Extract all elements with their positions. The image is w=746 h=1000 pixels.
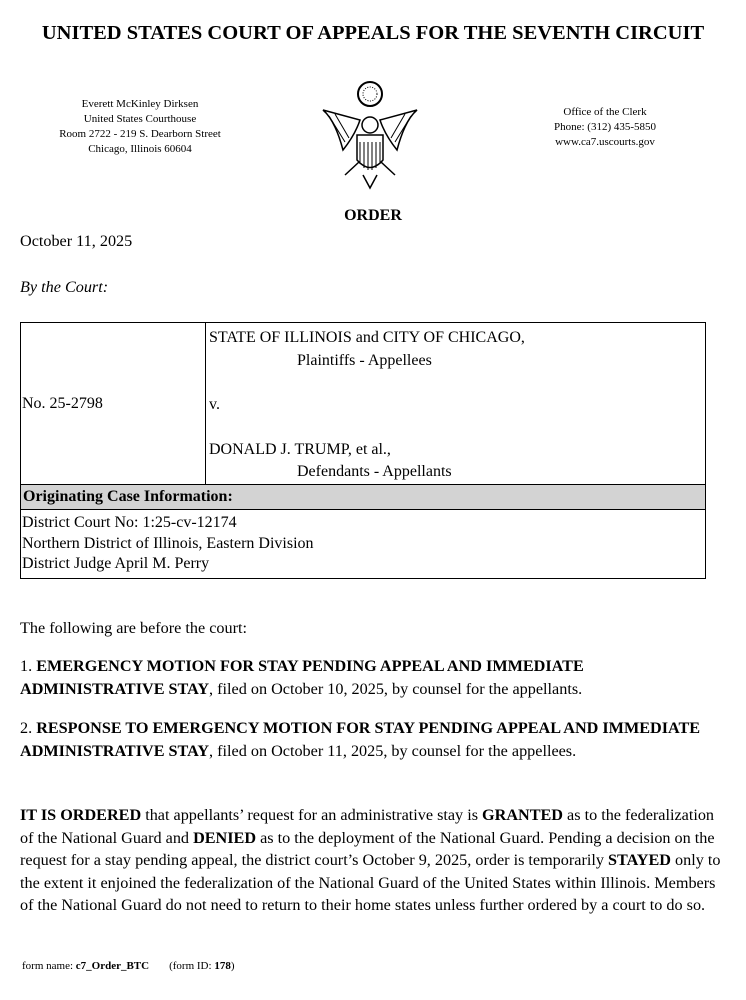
clerk-phone: Phone: (312) 435-5850 xyxy=(553,121,657,133)
district: Northern District of Illinois, Eastern Division xyxy=(22,534,314,552)
plaintiffs-role: Plaintiffs - Appellees xyxy=(297,351,432,369)
motion-item-1 xyxy=(20,655,720,700)
form-id-close: ) xyxy=(230,960,235,972)
ruling-text: as to the deployment of the National Guard. Pending a decision on the request for a stay pending appeal, the district court’s October 9, 2025, order is temporarily xyxy=(20,828,715,870)
case-parties xyxy=(206,323,525,484)
form-name: c7_Order_BTC xyxy=(75,960,150,972)
originating-case-header: Originating Case Information: xyxy=(21,485,705,510)
clerk-office: Office of the Clerk xyxy=(563,106,647,118)
address-line: Everett McKinley Dirksen xyxy=(81,98,199,110)
address-line: United States Courthouse xyxy=(83,113,197,125)
eagle-seal-icon xyxy=(315,80,425,192)
form-footer xyxy=(22,960,234,972)
ruling-paragraph xyxy=(20,804,726,917)
ruling-text: as to the federalization of the National Guard and xyxy=(20,806,715,847)
district-court-no: District Court No: 1:25-cv-12174 xyxy=(22,514,237,531)
defendants: DONALD J. TRUMP, et al., xyxy=(209,440,391,458)
order-date: October 11, 2025 xyxy=(20,232,133,250)
order-heading: ORDER xyxy=(344,207,402,224)
court-website: www.ca7.uscourts.gov xyxy=(555,136,655,148)
district-judge: District Judge April M. Perry xyxy=(22,555,210,572)
ruling-text: STAYED xyxy=(607,851,671,870)
item-number: 2. xyxy=(20,719,37,737)
motion-item-2 xyxy=(20,717,720,762)
address-line: Room 2722 - 219 S. Dearborn Street xyxy=(59,128,221,140)
originating-case-info xyxy=(21,510,705,578)
clerk-contact xyxy=(510,105,700,150)
court-title: UNITED STATES COURT OF APPEALS FOR THE SEVENTH CIRCUIT xyxy=(41,22,705,44)
form-id-label: (form ID: xyxy=(169,960,215,972)
motion-details: , filed on October 10, 2025, by counsel for the appellants. xyxy=(209,679,583,698)
defendants-role: Defendants - Appellants xyxy=(297,463,452,480)
ruling-text: DENIED xyxy=(193,828,257,847)
motion-title: RESPONSE TO EMERGENCY MOTION FOR STAY PENDING APPEAL AND IMMEDIATE ADMINISTRATIVE STAY xyxy=(20,719,701,760)
courthouse-address xyxy=(40,97,240,157)
motion-title: EMERGENCY MOTION FOR STAY PENDING APPEAL AND IMMEDIATE ADMINISTRATIVE STAY xyxy=(20,657,584,698)
versus: v. xyxy=(209,396,220,413)
intro-text: The following are before the court: xyxy=(20,619,247,637)
form-name-label: form name: xyxy=(22,960,76,972)
item-number: 1. xyxy=(20,657,37,675)
ruling-text: IT IS ORDERED xyxy=(20,806,142,824)
address-line: Chicago, Illinois 60604 xyxy=(88,143,192,155)
case-caption-table xyxy=(20,322,706,579)
ruling-text: GRANTED xyxy=(482,806,563,824)
motion-details: , filed on October 11, 2025, by counsel for the appellees. xyxy=(209,741,577,760)
by-the-court: By the Court: xyxy=(20,278,109,296)
plaintiffs: STATE OF ILLINOIS and CITY OF CHICAGO, xyxy=(209,329,525,346)
form-id: 178 xyxy=(214,960,231,972)
case-number: No. 25-2798 xyxy=(21,323,206,484)
ruling-text: that appellants’ request for an administrative stay is xyxy=(141,806,483,824)
ruling-text: only to the extent it enjoined the federalization of the National Guard of the United States within Illinois. Members of the National Guard do not need to return to their home states unless further ordered by a court to do so. xyxy=(20,851,721,915)
